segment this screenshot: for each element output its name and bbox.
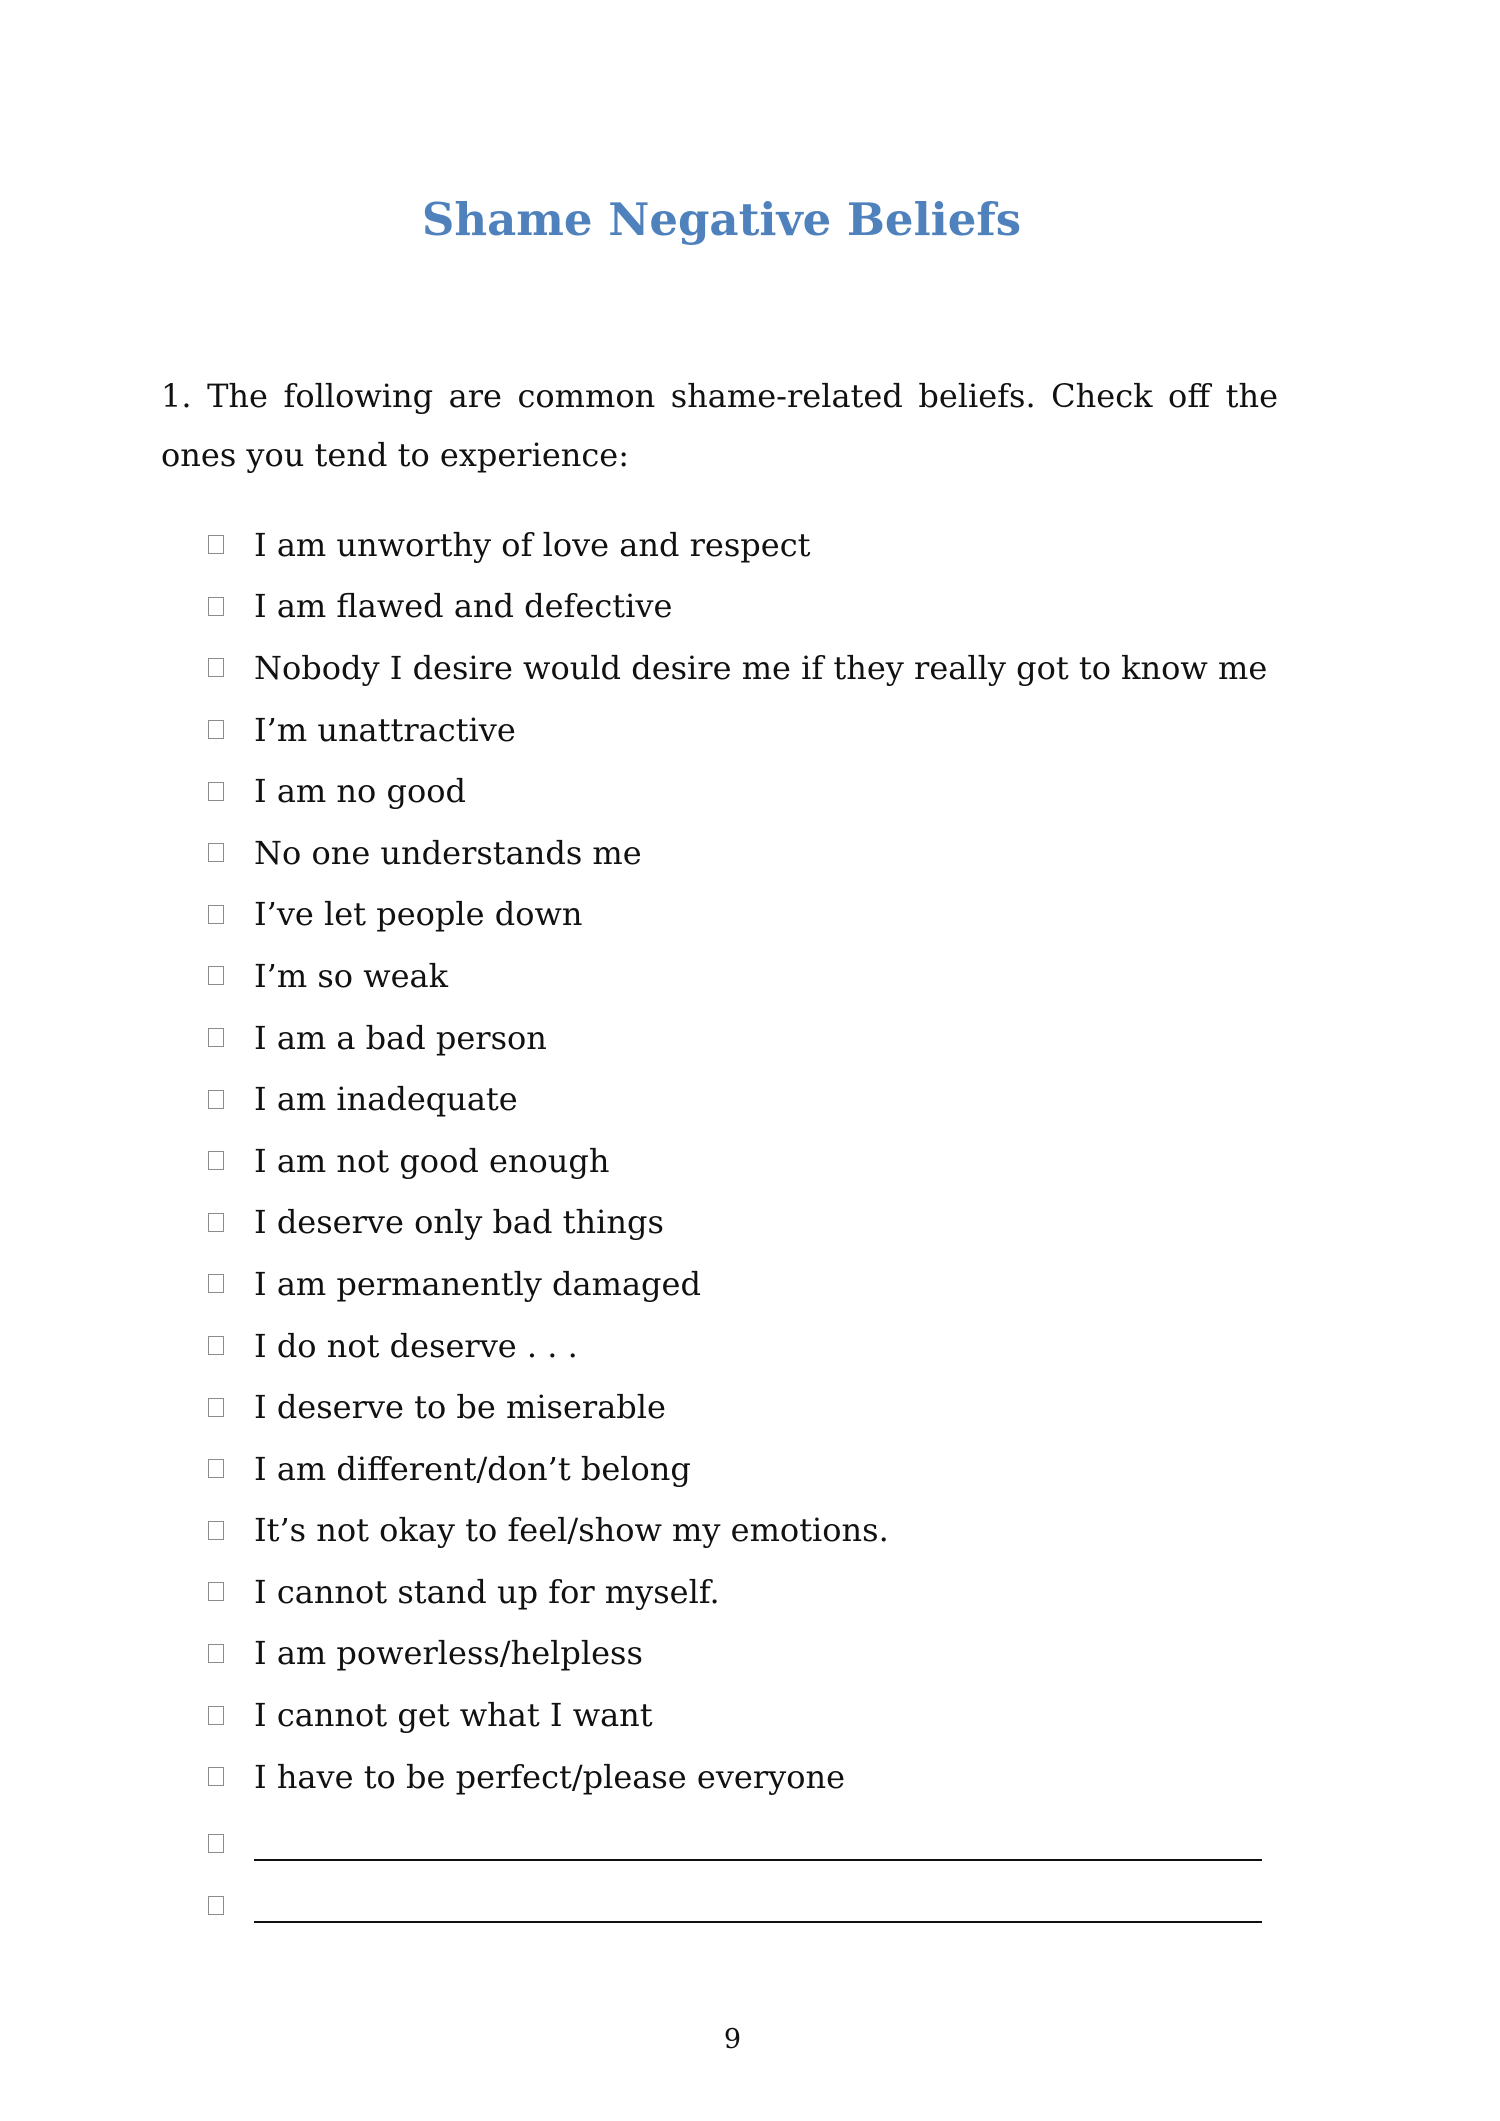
checkbox[interactable]	[208, 1028, 224, 1047]
checkbox[interactable]	[208, 966, 224, 985]
checkbox[interactable]	[208, 1896, 224, 1915]
checklist-item-label: I cannot stand up for myself.	[254, 1572, 720, 1611]
checkbox[interactable]	[208, 1336, 224, 1355]
checkbox[interactable]	[208, 1644, 224, 1663]
checklist-item[interactable]	[208, 822, 1278, 884]
checklist-item[interactable]	[208, 1376, 1278, 1438]
checklist-item-label: I deserve only bad things	[254, 1203, 664, 1242]
checklist-item-label: It’s not okay to feel/show my emotions.	[254, 1511, 889, 1550]
checklist-item-label: I am unworthy of love and respect	[254, 525, 811, 564]
checklist-item-label: I am a bad person	[254, 1018, 547, 1057]
checkbox[interactable]	[208, 1459, 224, 1478]
checklist-item[interactable]	[208, 1746, 1278, 1808]
beliefs-checklist	[208, 514, 1278, 1931]
question-prompt	[161, 367, 1278, 485]
checkbox[interactable]	[208, 1090, 224, 1109]
checklist-item[interactable]	[208, 1007, 1278, 1069]
checklist-item[interactable]	[208, 637, 1278, 699]
checkbox[interactable]	[208, 658, 224, 677]
checklist-item-label: I am inadequate	[254, 1080, 518, 1119]
checklist-item[interactable]	[208, 1500, 1278, 1562]
write-in-line[interactable]	[254, 1921, 1262, 1923]
question-number: 1.	[161, 377, 192, 415]
checklist-item[interactable]	[208, 945, 1278, 1007]
checklist-item[interactable]	[208, 1623, 1278, 1685]
checklist-item[interactable]	[208, 1068, 1278, 1130]
checkbox[interactable]	[208, 1213, 224, 1232]
checklist-item[interactable]	[208, 1561, 1278, 1623]
checklist-item-blank[interactable]	[208, 1869, 1278, 1931]
checklist-item-blank[interactable]	[208, 1807, 1278, 1869]
checklist-item-label: I do not deserve . . .	[254, 1326, 578, 1365]
checklist-item[interactable]	[208, 1684, 1278, 1746]
checkbox[interactable]	[208, 1274, 224, 1293]
checklist-item[interactable]	[208, 1192, 1278, 1254]
checklist-item-label: I am powerless/helpless	[254, 1634, 643, 1673]
checklist-item-label: I’m so weak	[254, 956, 448, 995]
checklist-item-label: No one understands me	[254, 833, 642, 872]
checkbox[interactable]	[208, 1767, 224, 1786]
page-title: Shame Negative Beliefs	[421, 193, 1022, 246]
checkbox[interactable]	[208, 1521, 224, 1540]
checklist-item-label: I am flawed and defective	[254, 587, 673, 626]
checklist-item-label: I’m unattractive	[254, 710, 516, 749]
checklist-item-label: I’ve let people down	[254, 895, 583, 934]
checkbox[interactable]	[208, 597, 224, 616]
checkbox[interactable]	[208, 720, 224, 739]
checkbox[interactable]	[208, 1834, 224, 1853]
checkbox[interactable]	[208, 843, 224, 862]
write-in-line[interactable]	[254, 1859, 1262, 1861]
checklist-item-label: I am permanently damaged	[254, 1264, 701, 1303]
question-text: The following are common shame-related beliefs. Check off the ones you tend to experience:	[161, 377, 1279, 474]
checklist-item[interactable]	[208, 1315, 1278, 1377]
checklist-item[interactable]	[208, 514, 1278, 576]
checkbox[interactable]	[208, 1706, 224, 1725]
checklist-item[interactable]	[208, 699, 1278, 761]
checklist-item[interactable]	[208, 760, 1278, 822]
checklist-item-label: Nobody I desire would desire me if they really got to know me	[254, 648, 1268, 687]
checklist-item-label: I cannot get what I want	[254, 1696, 653, 1735]
checkbox[interactable]	[208, 905, 224, 924]
checklist-item-label: I deserve to be miserable	[254, 1388, 666, 1427]
checkbox[interactable]	[208, 782, 224, 801]
checklist-item[interactable]	[208, 1130, 1278, 1192]
checklist-item-label: I have to be perfect/please everyone	[254, 1757, 846, 1796]
checklist-item-label: I am not good enough	[254, 1141, 610, 1180]
checklist-item[interactable]	[208, 1253, 1278, 1315]
checkbox[interactable]	[208, 1582, 224, 1601]
checklist-item[interactable]	[208, 1438, 1278, 1500]
checkbox[interactable]	[208, 1151, 224, 1170]
checklist-item[interactable]	[208, 884, 1278, 946]
page-number: 9	[723, 2024, 742, 2055]
checkbox[interactable]	[208, 1398, 224, 1417]
checkbox[interactable]	[208, 535, 224, 554]
checklist-item-label: I am different/don’t belong	[254, 1449, 691, 1488]
checklist-item-label: I am no good	[254, 772, 466, 811]
checklist-item[interactable]	[208, 576, 1278, 638]
